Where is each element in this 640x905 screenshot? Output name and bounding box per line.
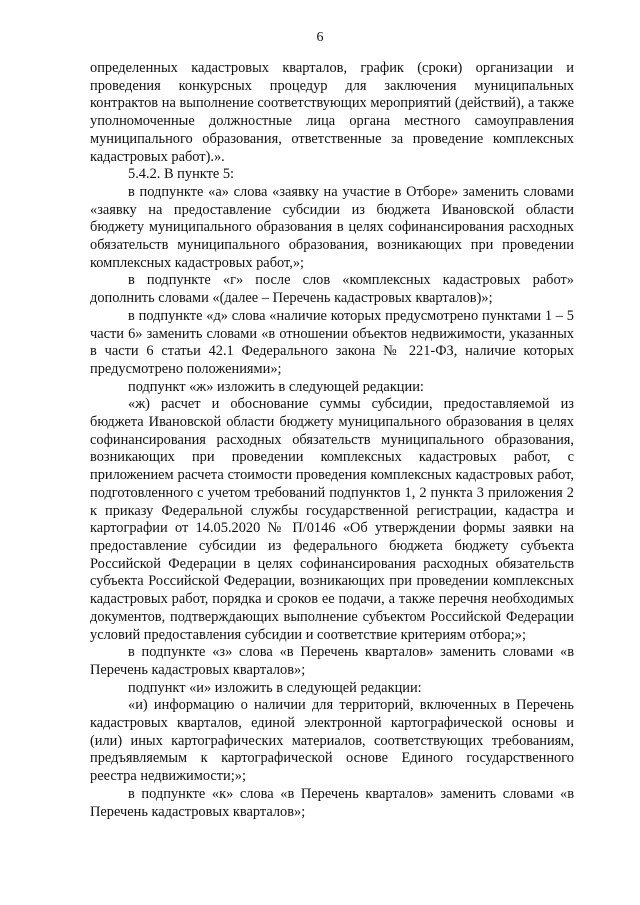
paragraph-subitem-zh-text: «ж) расчет и обоснование суммы субсидии, предоставляемой из бюджета Ивановской области бюджету муниципального образования в целях софинансирования расходных обязательств муниципального образования, возникающих при проведении комплексных кадастровых работ, с приложением расчета стоимости проведения комплексных кадастровых работ, подготовленного с учетом требований подпунктов 1, 2 пункта 3 приложения 2 к приказу Федеральной службы государственной регистрации, кадастра и картографии от 14.05.2020 № П/0146 «Об утверждении формы заявки на предоставление субсидии из федерального бюджета бюджету субъекта Российской Федерации в целях софинансирования расходных обязательств субъекта Российской Федерации, возникающих при проведении комплексных кадастровых работ, порядка и сроков ее подачи, а также перечня необходимых документов, подтверждающих выполнение субъектом Российской Федерации условий предоставления субсидии и соответствие критериям отбора;»; <box>90 396 574 643</box>
paragraph-subitem-g: в подпункте «г» после слов «комплексных кадастровых работ» дополнить словами «(далее – Перечень кадастровых кварталов)»; <box>90 272 574 307</box>
paragraph-subitem-zh-intro: подпункт «ж» изложить в следующей редакции: <box>128 378 424 395</box>
page-number: 6 <box>316 30 324 45</box>
paragraph-subitem-z: в подпункте «з» слова «в Перечень кварталов» заменить словами «в Перечень кадастровых кварталов»; <box>90 644 574 678</box>
paragraph-subitem-i-intro: подпункт «и» изложить в следующей редакции: <box>128 679 422 696</box>
paragraph-section-heading: 5.4.2. В пункте 5: <box>128 166 235 183</box>
paragraph-subitem-d: в подпункте «д» слова «наличие которых предусмотрено пунктами 1 – 5 части 6» заменить словами «в отношении объектов недвижимости, указанных в части 6 статьи 42.1 Федерального закона № 221-ФЗ, наличие которых предусмотрено положениями»; <box>90 307 574 377</box>
document-body <box>90 60 574 821</box>
paragraph-continuation: определенных кадастровых кварталов, график (сроки) организации и проведения конкурсных процедур для заключения муниципальных контрактов на выполнение соответствующих мероприятий (действий), а также уполномоченные должностные лица органа местного самоуправления муниципального образования, ответственные за проведение комплексных кадастровых работ).». <box>90 60 574 165</box>
paragraph-subitem-i-text: «и) информацию о наличии для территорий, включенных в Перечень кадастровых кварталов, единой электронной картографической основы и (или) иных картографических материалов, соответствующих требованиям, предъявляемым к картографической основе Единого государственного реестра недвижимости;»; <box>90 697 574 785</box>
paragraph-subitem-a: в подпункте «а» слова «заявку на участие в Отборе» заменить словами «заявку на предоставление субсидии из бюджета Ивановской области бюджету муниципального образования в целях софинансирования расходных обязательств муниципального образования, возникающих при проведении комплексных кадастровых работ,»; <box>90 183 574 271</box>
paragraph-subitem-k: в подпункте «к» слова «в Перечень кварталов» заменить словами «в Перечень кадастровых кварталов»; <box>90 785 574 820</box>
